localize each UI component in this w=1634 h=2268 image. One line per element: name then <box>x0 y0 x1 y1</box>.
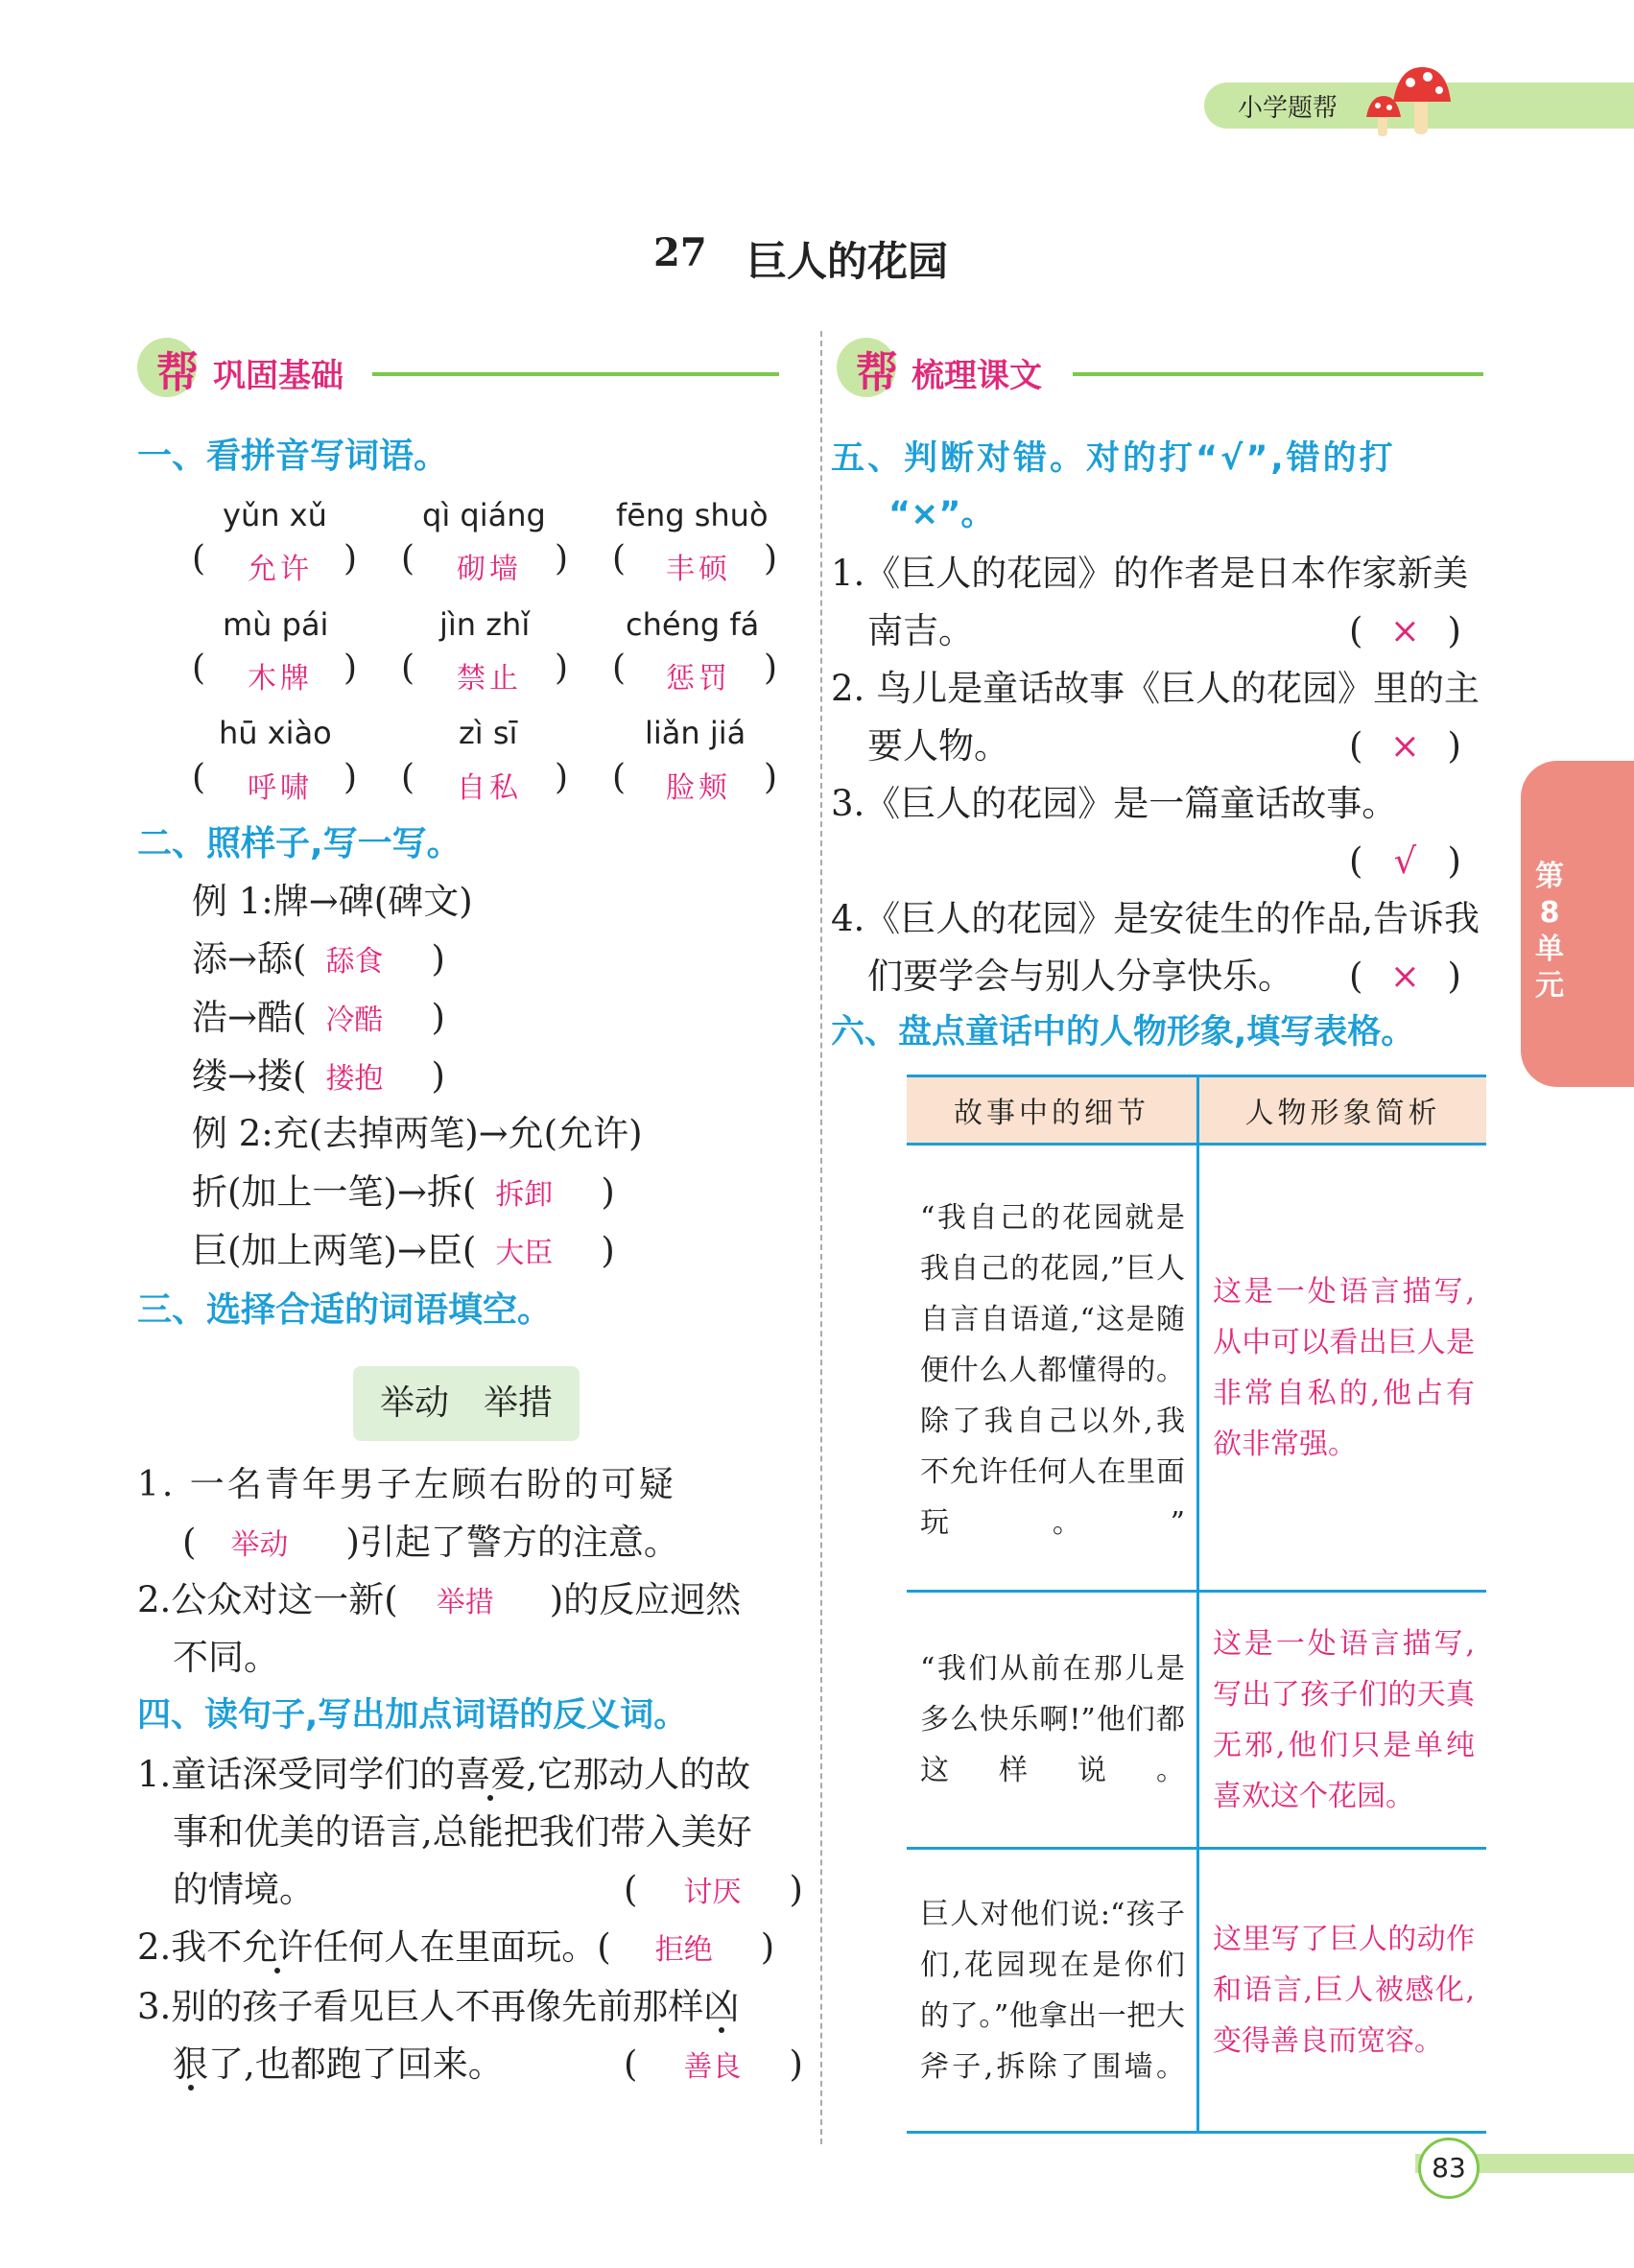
q2-row <box>192 1222 615 1283</box>
q2-suffix: ) <box>431 1055 445 1097</box>
q3-sentence <box>182 1514 679 1574</box>
paren: ( <box>192 539 206 579</box>
answer-text: 讨厌 <box>683 1876 742 1909</box>
table-cell-analysis <box>1198 1145 1487 1592</box>
q4-text: ,它那动人的故 <box>526 1754 751 1795</box>
analysis-text: 这是一处语言描写,从中可以看出巨人是非常自私的,他占有欲非常强。 <box>1213 1274 1475 1461</box>
answer-parens: ( 讨厌 ) <box>624 1861 803 1922</box>
q4-heading: 四、读句子,写出加点词语的反义词。 <box>137 1696 688 1735</box>
paren: ) <box>764 758 778 797</box>
answer-parens: ( × ) <box>1349 718 1461 775</box>
character-table <box>907 1075 1486 2134</box>
paren: ) <box>764 539 778 579</box>
paren: ( <box>401 758 415 797</box>
answer-text: 呼啸 <box>248 771 313 805</box>
q4-sentence: 2.我不允许任何人在里面玩。( 拒绝 ) <box>137 1919 774 1979</box>
table-header: 人物形象简析 <box>1198 1076 1487 1145</box>
lesson-number: 27 <box>653 230 707 275</box>
answer-parens: ( 善良 ) <box>624 2036 803 2096</box>
column-divider <box>820 331 822 2144</box>
pinyin: jìn zhǐ <box>439 606 531 643</box>
answer-text: 举措 <box>436 1586 494 1619</box>
table-row <box>907 1592 1486 1849</box>
q6-heading: 六、盘点童话中的人物形象,填写表格。 <box>831 1013 1415 1051</box>
paren: ) <box>343 539 358 579</box>
answer-text: 允许 <box>248 553 313 586</box>
paren: ( <box>182 1522 197 1563</box>
paren: ( <box>192 649 206 688</box>
page-title: 巨人的花园 <box>746 238 949 285</box>
q5-item: 1.《巨人的花园》的作者是日本作家新美 <box>831 553 1469 594</box>
answer-text: 自私 <box>457 771 522 805</box>
q4-text: 3.别的孩子看见巨人不再像先前那样 <box>137 1986 704 2027</box>
analysis-text: 这里写了巨人的动作和语言,巨人被感化,变得善良而宽容。 <box>1213 1923 1475 2058</box>
q3-sentence <box>137 1571 741 1632</box>
q2-heading: 二、照样子,写一写。 <box>137 824 462 863</box>
table-cell-detail: 巨人对他们说:“孩子们,花园现在是你们的了。”他拿出一把大斧子,拆除了围墙。 <box>907 1849 1198 2133</box>
q2-prefix: 缕→搂( <box>192 1055 307 1097</box>
answer-text: 搂抱 <box>325 1062 384 1096</box>
example-line: 例 2:充(去掉两笔)→允(允许) <box>192 1113 643 1154</box>
answer-mark: × <box>1389 725 1420 767</box>
emphasized-word: 喜爱 <box>455 1754 527 1795</box>
pinyin: chéng fá <box>626 606 760 643</box>
q2-suffix: ) <box>431 938 445 980</box>
q4-text: 2.我不 <box>137 1926 243 1968</box>
q4-text: 1.童话深受同学们的 <box>137 1754 456 1795</box>
answer-parens: ( √ ) <box>1349 833 1461 890</box>
section-title-left: 巩固基础 <box>213 357 343 395</box>
q5-heading: “×”。 <box>888 495 995 533</box>
q3-sentence: 1. 一名青年男子左顾右盼的可疑 <box>137 1465 676 1504</box>
pinyin: qì qiáng <box>422 497 546 533</box>
q1-heading: 一、看拼音写词语。 <box>137 437 449 476</box>
pinyin: mù pái <box>223 606 329 643</box>
q5-item: 们要学会与别人分享快乐。 <box>867 956 1293 997</box>
q4-text: 任何人在里面玩。( <box>313 1926 611 1968</box>
q2-suffix: ) <box>431 997 445 1038</box>
table-cell-analysis <box>1198 1592 1487 1849</box>
answer-text: 木牌 <box>248 662 313 696</box>
mushroom-icon <box>1361 58 1456 144</box>
answer-text: 脸颊 <box>666 771 731 805</box>
q2-prefix: 添→舔( <box>192 938 307 980</box>
q5-heading: 五、判断对错。对的打“√”,错的打 <box>831 439 1396 478</box>
answer-text: 惩罚 <box>666 662 731 696</box>
q3-heading: 三、选择合适的词语填空。 <box>137 1290 553 1330</box>
emphasized-word: 狠 <box>173 2044 208 2085</box>
q2-suffix: ) <box>601 1230 615 1271</box>
brand-label: 小学题帮 <box>1238 94 1338 123</box>
answer-text: 善良 <box>683 2050 742 2084</box>
paren: ) <box>764 649 778 688</box>
table-row <box>907 1849 1486 2133</box>
answer-text: 舔食 <box>325 945 384 979</box>
emphasized-word: 允许 <box>242 1926 314 1968</box>
paren: ) <box>555 539 569 579</box>
answer-parens: ( × ) <box>1349 602 1461 660</box>
q4-sentence <box>137 1746 750 1804</box>
paren: ) <box>555 649 569 688</box>
page-number: 83 <box>1418 2138 1480 2199</box>
q3-sentence: 不同。 <box>173 1637 279 1678</box>
table-cell-detail: “我们从前在那儿是多么快乐啊!”他们都这样说。 <box>907 1592 1198 1849</box>
section-badge-label: 帮 <box>156 348 199 397</box>
q4-sentence: 的情境。 <box>173 1869 315 1910</box>
section-title-right: 梳理课文 <box>912 357 1042 395</box>
answer-parens: ( × ) <box>1349 948 1461 1005</box>
section-rule <box>1073 372 1483 376</box>
pinyin: liǎn jiá <box>645 715 746 751</box>
table-cell-analysis <box>1198 1849 1487 2133</box>
answer-text: 举动 <box>230 1528 289 1562</box>
paren: ( <box>612 539 627 579</box>
q4-text: 了,也都跑了回来。 <box>208 2044 504 2085</box>
word-choice-box: 举动 举措 <box>353 1366 580 1441</box>
q2-row <box>192 1164 615 1224</box>
q2-row <box>192 1048 445 1108</box>
paren: ) <box>343 649 358 688</box>
pinyin: zì sī <box>459 715 518 751</box>
analysis-text: 这是一处语言描写,写出了孩子们的天真无邪,他们只是单纯喜欢这个花园。 <box>1213 1626 1475 1813</box>
answer-text: 丰硕 <box>666 553 731 586</box>
paren: ( <box>401 649 415 688</box>
example-line: 例 1:牌→碑(碑文) <box>192 881 473 922</box>
paren: ( <box>612 649 627 688</box>
pinyin: fēng shuò <box>616 497 769 533</box>
answer-text: 拆卸 <box>495 1178 554 1212</box>
q5-item: 3.《巨人的花园》是一篇童话故事。 <box>831 783 1398 824</box>
section-badge-label: 帮 <box>856 348 898 397</box>
answer-mark: × <box>1389 610 1420 651</box>
q2-prefix: 折(加上一笔)→拆( <box>192 1171 477 1213</box>
paren: ) <box>555 758 569 797</box>
q4-sentence <box>137 1978 739 2036</box>
answer-text: 拒绝 <box>654 1933 713 1967</box>
q2-prefix: 浩→酷( <box>192 997 307 1038</box>
q5-item: 要人物。 <box>867 725 1009 767</box>
table-header: 故事中的细节 <box>907 1076 1198 1145</box>
paren: ( <box>612 758 627 797</box>
section-rule <box>372 372 779 376</box>
paren: ( <box>401 539 415 579</box>
pinyin: yǔn xǔ <box>223 497 327 533</box>
answer-text: 冷酷 <box>325 1004 384 1037</box>
q2-row <box>192 931 445 991</box>
q5-item: 南吉。 <box>867 610 974 651</box>
answer-text: 大臣 <box>495 1237 554 1270</box>
answer-mark: √ <box>1393 840 1417 882</box>
q3-prefix: 2.公众对这一新( <box>137 1579 398 1620</box>
q3-suffix: )的反应迥然 <box>549 1579 742 1620</box>
answer-mark: × <box>1389 956 1420 997</box>
q4-sentence <box>173 2036 504 2093</box>
unit-tab-label: 第8单元 <box>1535 860 1564 1003</box>
table-header-row <box>907 1076 1486 1145</box>
q4-sentence: 事和优美的语言,总能把我们带入美好 <box>173 1811 752 1853</box>
paren: ) <box>343 758 358 797</box>
q2-suffix: ) <box>601 1171 615 1213</box>
emphasized-word: 凶 <box>703 1986 740 2027</box>
q3-sentence-rest: )引起了警方的注意。 <box>345 1522 679 1563</box>
answer-text: 砌墙 <box>457 553 522 586</box>
q2-row <box>192 989 445 1050</box>
q2-prefix: 巨(加上两笔)→臣( <box>192 1230 477 1271</box>
answer-text: 禁止 <box>457 662 522 696</box>
table-row <box>907 1145 1486 1592</box>
table-cell-detail: “我自己的花园就是我自己的花园,”巨人自言自语道,“这是随便什么人都懂得的。除了我自己以外,我不允许任何人在里面玩。” <box>907 1145 1198 1592</box>
paren: ( <box>192 758 206 797</box>
pinyin: hū xiào <box>219 715 332 751</box>
q5-item: 4.《巨人的花园》是安徒生的作品,告诉我 <box>831 898 1480 939</box>
q5-item: 2. 鸟儿是童话故事《巨人的花园》里的主 <box>831 668 1480 709</box>
